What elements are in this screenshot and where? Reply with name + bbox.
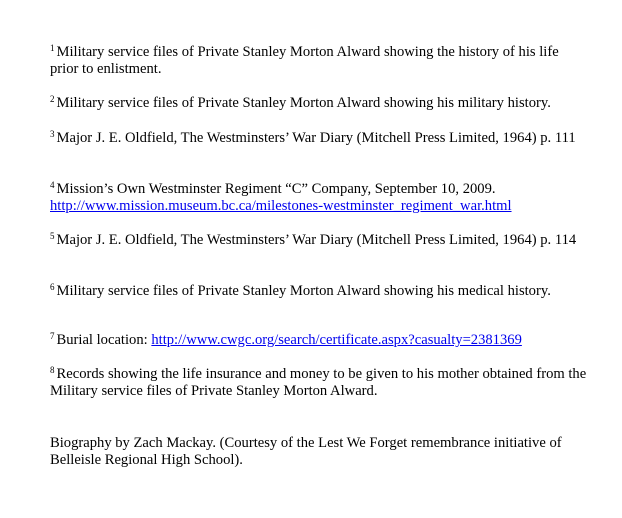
footnote-7 [50,332,590,349]
footnote-1 [50,44,590,78]
footnote-5 [50,232,590,249]
footnote-text: Major J. E. Oldfield, The Westminsters’ War Diary (Mitchell Press Limited, 1964) p. 114 [56,232,577,248]
footnote-link[interactable]: http://www.cwgc.org/search/certificate.aspx?casualty=2381369 [151,332,522,348]
footnote-number: 6 [50,282,55,292]
footnote-6 [50,283,590,300]
footnote-number: 7 [50,331,55,341]
footnote-number: 4 [50,180,55,190]
footnote-number: 5 [50,231,55,241]
footnote-text: Mission’s Own Westminster Regiment “C” Company, September 10, 2009. [56,181,496,197]
footnote-3 [50,130,590,147]
footnote-4 [50,181,590,215]
footnote-text: Major J. E. Oldfield, The Westminsters’ War Diary (Mitchell Press Limited, 1964) p. 111 [56,130,576,146]
footnote-2 [50,95,590,112]
footnote-link[interactable]: http://www.mission.museum.bc.ca/milestones-westminster_regiment_war.html [50,198,512,214]
footnote-number: 8 [50,365,55,375]
footnote-text: Burial location: [56,332,148,348]
footnote-text: Records showing the life insurance and money to be given to his mother obtained from the Military service files of Private Stanley Morton Alward. [50,366,587,399]
footnote-text: Military service files of Private Stanley Morton Alward showing his military history. [56,95,551,111]
footnote-number: 3 [50,129,55,139]
footnote-number: 1 [50,43,55,53]
footnote-8 [50,366,590,400]
footnote-number: 2 [50,94,55,104]
footnote-text: Military service files of Private Stanley Morton Alward showing the history of his life prior to enlistment. [50,44,559,77]
biography-credit: Biography by Zach Mackay. (Courtesy of the Lest We Forget remembrance initiative of Belleisle Regional High School). [50,435,562,468]
footnote-text: Military service files of Private Stanley Morton Alward showing his medical history. [56,283,551,299]
